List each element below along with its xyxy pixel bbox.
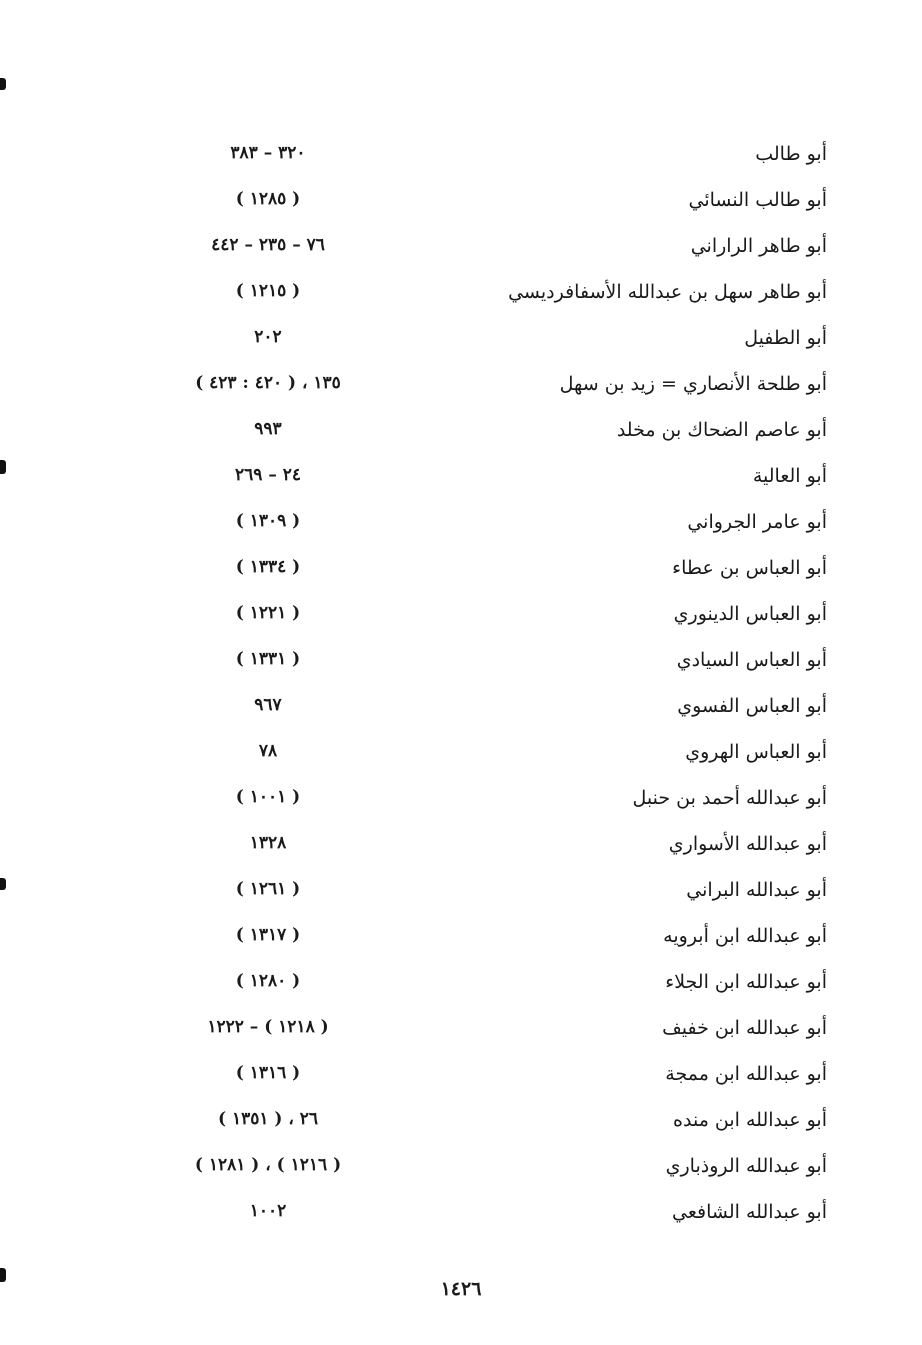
entry-references: ١٣٥ ، ( ٤٢٠ : ٤٢٣ ) bbox=[195, 373, 341, 393]
entry-references: ٧٨ bbox=[258, 741, 278, 761]
entry-name: أبو طلحة الأنصاري = زيد بن سهل bbox=[559, 373, 827, 395]
index-entry bbox=[0, 179, 922, 225]
entry-name: أبو العباس بن عطاء bbox=[672, 557, 827, 579]
index-entry bbox=[0, 133, 922, 179]
entry-references: ( ١٣١٦ ) bbox=[235, 1063, 301, 1083]
entry-name: أبو عبدالله ابن أبرويه bbox=[663, 925, 827, 947]
entry-references: ٧٦ – ٢٣٥ – ٤٤٢ bbox=[211, 235, 325, 255]
entry-references: ( ١٢١٦ ) ، ( ١٢٨١ ) bbox=[194, 1155, 342, 1175]
entry-name: أبو عبدالله ابن خفيف bbox=[662, 1017, 827, 1039]
index-entry bbox=[0, 363, 922, 409]
index-entry bbox=[0, 409, 922, 455]
entry-name: أبو عامر الجرواني bbox=[687, 511, 827, 533]
entry-references: ( ١٠٠١ ) bbox=[235, 787, 301, 807]
entry-references: ٢٦ ، ( ١٣٥١ ) bbox=[217, 1109, 319, 1129]
index-entry bbox=[0, 1145, 922, 1191]
entry-references: ( ١٢٨٠ ) bbox=[235, 971, 301, 991]
index-entry bbox=[0, 1099, 922, 1145]
entry-references: ( ١٣٣٤ ) bbox=[235, 557, 301, 577]
index-entry bbox=[0, 593, 922, 639]
entry-name: أبو طالب النسائي bbox=[688, 189, 827, 211]
index-entry bbox=[0, 731, 922, 777]
entry-references: ٩٩٣ bbox=[254, 419, 282, 439]
index-entry bbox=[0, 915, 922, 961]
entry-name: أبو عبدالله أحمد بن حنبل bbox=[632, 787, 827, 809]
index-entry bbox=[0, 317, 922, 363]
entry-name: أبو العباس الدينوري bbox=[673, 603, 827, 625]
entry-references: ( ١٣٣١ ) bbox=[235, 649, 301, 669]
entry-name: أبو العباس السيادي bbox=[676, 649, 827, 671]
entry-name: أبو طاهر الراراني bbox=[690, 235, 827, 257]
index-entry bbox=[0, 639, 922, 685]
entry-references: ١٣٢٨ bbox=[249, 833, 287, 853]
entry-name: أبو طالب bbox=[755, 143, 827, 165]
index-entry bbox=[0, 501, 922, 547]
entry-references: ( ١٢٦١ ) bbox=[235, 879, 301, 899]
entry-name: أبو عبدالله الشافعي bbox=[672, 1201, 827, 1223]
entry-references: ٢٠٢ bbox=[254, 327, 282, 347]
entry-name: أبو العباس الفسوي bbox=[677, 695, 827, 717]
name-index-list bbox=[0, 133, 922, 1237]
entry-references: ٣٢٠ – ٣٨٣ bbox=[230, 143, 306, 163]
index-entry bbox=[0, 1007, 922, 1053]
entry-references: ( ١٢١٨ ) – ١٢٢٢ bbox=[207, 1017, 329, 1037]
entry-references: ٢٤ – ٢٦٩ bbox=[234, 465, 302, 485]
entry-references: ( ١٣٠٩ ) bbox=[235, 511, 301, 531]
entry-references: ٩٦٧ bbox=[254, 695, 282, 715]
entry-name: أبو العالية bbox=[752, 465, 827, 487]
index-entry bbox=[0, 271, 922, 317]
entry-references: ( ١٢٨٥ ) bbox=[235, 189, 301, 209]
entry-name: أبو عبدالله الأسواري bbox=[668, 833, 827, 855]
index-entry bbox=[0, 869, 922, 915]
scan-edge-mark bbox=[0, 1268, 6, 1282]
page-number: ١٤٢٦ bbox=[440, 1278, 482, 1300]
entry-references: ( ١٣١٧ ) bbox=[235, 925, 301, 945]
entry-name: أبو عبدالله ابن الجلاء bbox=[665, 971, 827, 993]
entry-name: أبو عبدالله ابن ممجة bbox=[665, 1063, 827, 1085]
entry-references: ( ١٢١٥ ) bbox=[235, 281, 301, 301]
index-entry bbox=[0, 225, 922, 271]
entry-name: أبو عاصم الضحاك بن مخلد bbox=[616, 419, 827, 441]
entry-name: أبو عبدالله البراني bbox=[686, 879, 827, 901]
index-entry bbox=[0, 455, 922, 501]
index-entry bbox=[0, 823, 922, 869]
index-entry bbox=[0, 1053, 922, 1099]
entry-name: أبو عبدالله ابن منده bbox=[673, 1109, 827, 1131]
index-entry bbox=[0, 685, 922, 731]
index-entry bbox=[0, 547, 922, 593]
entry-name: أبو العباس الهروي bbox=[685, 741, 827, 763]
entry-name: أبو طاهر سهل بن عبدالله الأسفافرديسي bbox=[508, 281, 827, 303]
entry-references: ١٠٠٢ bbox=[249, 1201, 287, 1221]
scan-edge-mark bbox=[0, 78, 6, 90]
entry-name: أبو عبدالله الروذباري bbox=[665, 1155, 827, 1177]
index-entry bbox=[0, 777, 922, 823]
entry-references: ( ١٢٢١ ) bbox=[235, 603, 301, 623]
index-entry bbox=[0, 1191, 922, 1237]
index-entry bbox=[0, 961, 922, 1007]
entry-name: أبو الطفيل bbox=[744, 327, 827, 349]
